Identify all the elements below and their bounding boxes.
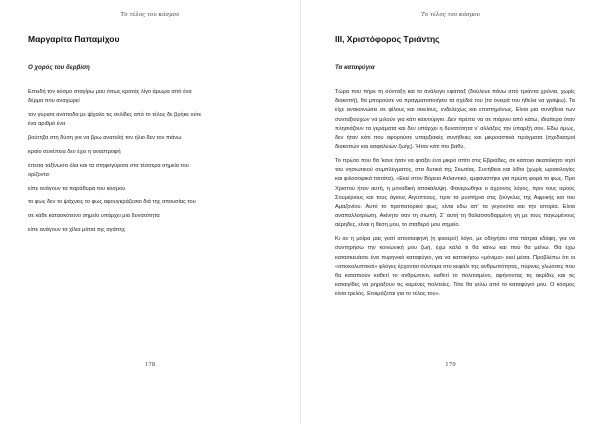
poem-line: ορίζοντα [28, 171, 49, 178]
story-title: Τα καταφύγια [335, 64, 375, 71]
author-name: Μαργαρίτα Παπαμίχου [28, 34, 120, 44]
poem-line: βούτηξα στη δύση για να βρω ανατολή τον ήλιο δεν τον πιάνω [28, 135, 182, 141]
right-page [300, 0, 600, 424]
poem-body [28, 88, 258, 235]
poem-line: το φως δεν το ψάχνεις το φως αφουγκράζεσαι διά της απουσίας του [28, 199, 196, 206]
poem-title: Ο χορός του δερβίση [28, 64, 90, 71]
poem-line: σε κάθε κατασκότεινο σημείο υπάρχει μια δυνατότητα [28, 213, 160, 220]
poem-line: Επειδή τον κόσμο σταγίρω μου όπως κρατάς λίγο άρωμα από ένα [28, 89, 192, 95]
poem-line: δέρμα που αναχωρεί [28, 98, 80, 105]
paragraph: Κι αν η μοίρα μας γιατί αποσιαφηνή (η φανερό) λόγο, με οδηγήσει στα πάτρια εδάφη, για να συντηρήσω την κοινωνική μου ζωή, έχω καλά τι θα κάνω και πού θα μείνω. Θα έχω κατασκευάσει ένα πυρηνικό καταφύγιο, για να κατοικήσω «μόνιμα» εκεί μέσα. Προβλέπω ότι οι «αποκαλυπτικοί» φλόγες έρχονται σύντομα στο κεφάλι της ανθρωπότητας, πύρινες γλώσσες που θα καταπιούν καθετί το ανθρώπινο, καθετί το πολιτισμένο, αφήνοντας τις ακρίδες και τις καταιγίδες να ρημάξουν τις καμένες πολιτείες. Τότε θα γελώ από το καταφύγιό μου. Ο κόσμος είναι τρελός. Ετοιμάζεται για το τέλος του». [335, 236, 575, 298]
poem-line: κραίο συνέπεια δεν έχει η αναστροφή [28, 148, 121, 155]
paragraph: Το πρώτο που θα 'κανε ήταν να φτάξει ένα μικρό σπίτι στις Εβριάδες, σε κάποιο ακατοίκητο νησί του νησιωτικού συμπλέγματος, στα δυτικά της Σκωτίας. Συνήθεια και λίθοι (χωρίς ωραιολογίες και φιλοσοφικά τσιτάτα), «Εκεί στον Βόρειο Ατλαντικό, εμφανιστήκε για πρώτη φορά το φως. Προ Χριστού ήταν αυτή, η μοναδική αποκάλυψη. Φανερωθηκε ο άχρονος λόγος, πριν τους ιερούς Σουμέριους και τους άγιους Αιγύπτιους, πριν τα μυστήρια στις ζούγκλες της Αφρικής και του Αμαζονίου. Αυτό το προπατορικό φως, είναι εδώ απ' τα γεγονότα και την ιστορία. Είναι αναπαλλοτρίωτη. Ακίνητο σαν τη σιωπή. Σ' αυτή τη θαλασσοδαρμένη γη με τους παγωμένους αέρηδες, είναι η θέση μου, το σταθερό μου σημείο. [335, 158, 575, 229]
running-head: Το τέλος του κόσμου [120, 12, 180, 18]
prose-body [335, 88, 575, 304]
poem-line: τον γύρισα ανάποδα με ψίχαλο τις σελίδες από το τέλος δε βρήκε ούτε [28, 112, 202, 118]
page-number: 179 [445, 362, 456, 368]
running-head: Το τέλος του κόσμου [421, 12, 480, 18]
poem-line: έπειτα ταξίνωσα όλα και τα στηφογύρισα στα τέσσερα σημεία του [28, 162, 189, 169]
page-number: 178 [144, 362, 156, 368]
section-heading: III, Χριστόφορος Τριάντης [335, 34, 440, 44]
poem-line: είπε ανάγουν τα χίλια μάτια της αγάπης [28, 226, 126, 233]
poem-line: είπε ανάγουν τα παράθυρα του κόσμου [28, 185, 126, 192]
poem-line: ένα αριθμό ένα [28, 121, 66, 128]
paragraph: Τώρα που πήρε τη σύνταξη και το ανάλογο εφάπαξ (δούλευε πάνω από τριάντα χρόνια, χωρίς διακοπή), θα μπορούσε να πραγματοποιήσει τα σχέδιά του (τα όνειρά του ήθελα να γράψω). Τα είχε ανακοινώσει σε φίλους και οικείους, ενδελεχώς και επιστημόνως. Είναι μια συνήθεια των συνταξιούχων να μιλούν για κάτι καινούργιο. Δεν πρέπει να σε πιάρνει από κάτω, ιδιαίτερα όταν πλησιάζουν τα γεράματα και δεν υπάρχει η δυνατότητα ν' αλλάξεις την ύπαρξή σου. Εδώ όμως, δεν ήταν κάτι που αφορούσε υπαρξιακές συνήθειες και μικροαστικά πράγματα (σχεδιασμοί διακοπών και ασφαλειών ζωής). Ήταν κάτι πιο βαθύ. [335, 89, 575, 151]
